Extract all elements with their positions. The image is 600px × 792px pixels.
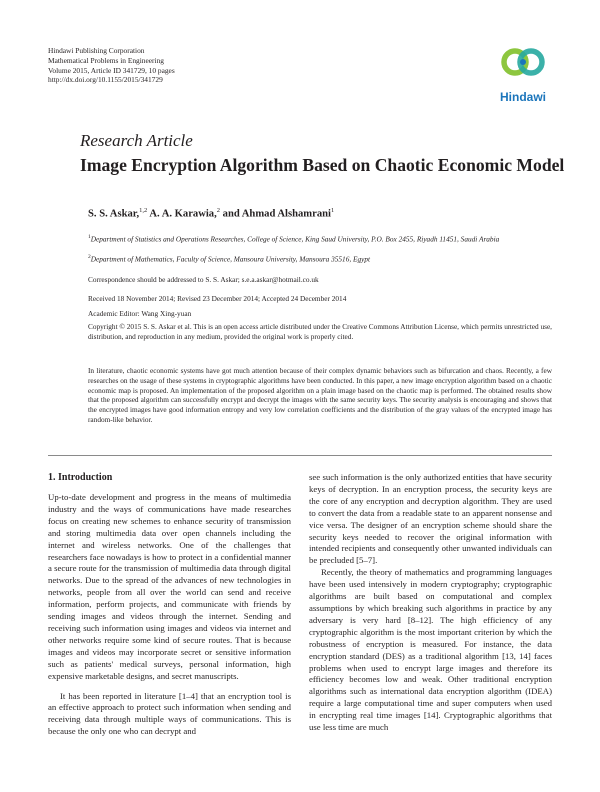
paper-title: Image Encryption Algorithm Based on Chaotic Economic Model [80,155,565,175]
affiliation-2 [88,253,558,264]
author-name: and Ahmad Alshamrani [222,208,331,220]
body-paragraph: Recently, the theory of mathematics and programming languages have been used intensively in modern cryptography; cryptographic algorithms are built based on computational and complex assumptions by which breaking such algorithms in practice by any adversary is very hard [8–12]. The high efficiency of any cryptographic algorithm is the most important criterion by which the robustness of encryption is measured. For instance, the data encryption standard (DES) as a traditional algorithm [13, 14] faces problems when used to encrypt large images and therefore its efficiency becomes low and weak. Other traditional encryption algorithms such as international data encryption algorithm (IDEA) require a large computational time and super computers when used in encrypting real time images [14]. Cryptographic algorithms that use less time are much [309,567,552,733]
hindawi-logo-text: Hindawi [499,90,546,104]
body-column-left [48,472,291,738]
author-name: A. A. Karawia, [149,208,217,220]
journal-publisher: Hindawi Publishing Corporation [48,46,145,55]
author-affil-mark: 1 [330,207,335,214]
journal-name: Mathematical Problems in Engineering [48,55,164,65]
correspondence: Correspondence should be addressed to S. S. Askar; s.e.a.askar@hotmail.co.uk [88,275,319,284]
journal-doi[interactable]: http://dx.doi.org/10.1155/2015/341729 [48,75,163,85]
author-name: S. S. Askar, [88,208,140,220]
hindawi-logo-icon [494,40,552,90]
received-dates: Received 18 November 2014; Revised 23 December 2014; Accepted 24 December 2014 [88,294,347,303]
copyright-notice: Copyright © 2015 S. S. Askar et al. This is an open access article distributed under the Creative Commons Attribution License, which permits unrestricted use, distribution, and reproduction in any medium, provided the original work is properly cited. [88,322,553,341]
body-column-right [309,472,552,734]
body-paragraph: see such information is the only authorized entities that have security keys of decryption. In an encryption process, the security keys are the core of any encryption and decryption algorithm. They are used to convert the data from a readable state to an apparent nonsense and vice versa. The designer of an encryption scheme should share the security keys needed to recover the original information with intended recipients and consequently other unwanted individuals can be precluded [5–7]. [309,472,552,566]
affiliation-text: Department of Statistics and Operations Researches, College of Science, King Saud University, P.O. Box 2455, Riyadh 11451, Saudi Arabia [90,234,500,244]
author-list [88,207,334,220]
hindawi-logo [494,40,552,104]
body-paragraph: It has been reported in literature [1–4] that an encryption tool is an effective approach to protect such information when sending and receiving data through multiple ways of communications. This is because the only one who can decrypt and [48,690,291,737]
abstract: In literature, chaotic economic systems have got much attention because of their complex dynamic behaviors such as bifurcation and chaos. Recently, a few researches on the usage of these systems in cryptographic algorithms have been conducted. In this paper, a new image encryption algorithm based on a chaotic economic map is proposed. An implementation of the proposed algorithm on a plain image based on the chaotic map is performed. The obtained results show that the proposed algorithm can successfully encrypt and decrypt the images with the same security keys. The security analysis is encouraging and shows that the encrypted images have good information entropy and very low correlation coefficients and the distribution of the gray values of the encrypted image has random-like behavior. [88,366,552,424]
affiliation-number: 2 [88,254,91,260]
affiliation-1 [88,233,558,244]
body-paragraph: Up-to-date development and progress in the means of multimedia industry and the ways of communications have made researches focus on creating new schemes to enhance security of transmission and storing multimedia data over open channels including the internet and wireless networks. One of the challenges that researchers face nowadays is how to protect in a confidential manner a secure route for the transmission of multimedia data through digital networks. Due to the spread of the advances of new technologies in networks, people from all over the world can send and receive information, perform projects, and communicate with friends by sending images and videos through the internet. Sending and receiving such information using images and videos via internet and other networks require some kind of secure routes. That is because images and videos may incorporate secret or sensitive information such as patients' medical surveys, personal information, high expensive marketable designs, and secret manuscripts. [48,492,291,681]
section-divider [48,455,552,456]
author-affil-mark: 1,2 [139,207,148,214]
author-affil-mark: 2 [216,207,220,214]
section-heading: 1. Introduction [48,472,113,483]
affiliation-number: 1 [88,234,91,240]
article-type: Research Article [80,131,193,150]
journal-info [48,46,175,85]
academic-editor: Academic Editor: Wang Xing-yuan [88,309,192,318]
journal-volume: Volume 2015, Article ID 341729, 10 pages [48,65,175,75]
affiliation-text: Department of Mathematics, Faculty of Science, Mansoura University, Mansoura 35516, Egypt [90,254,371,264]
